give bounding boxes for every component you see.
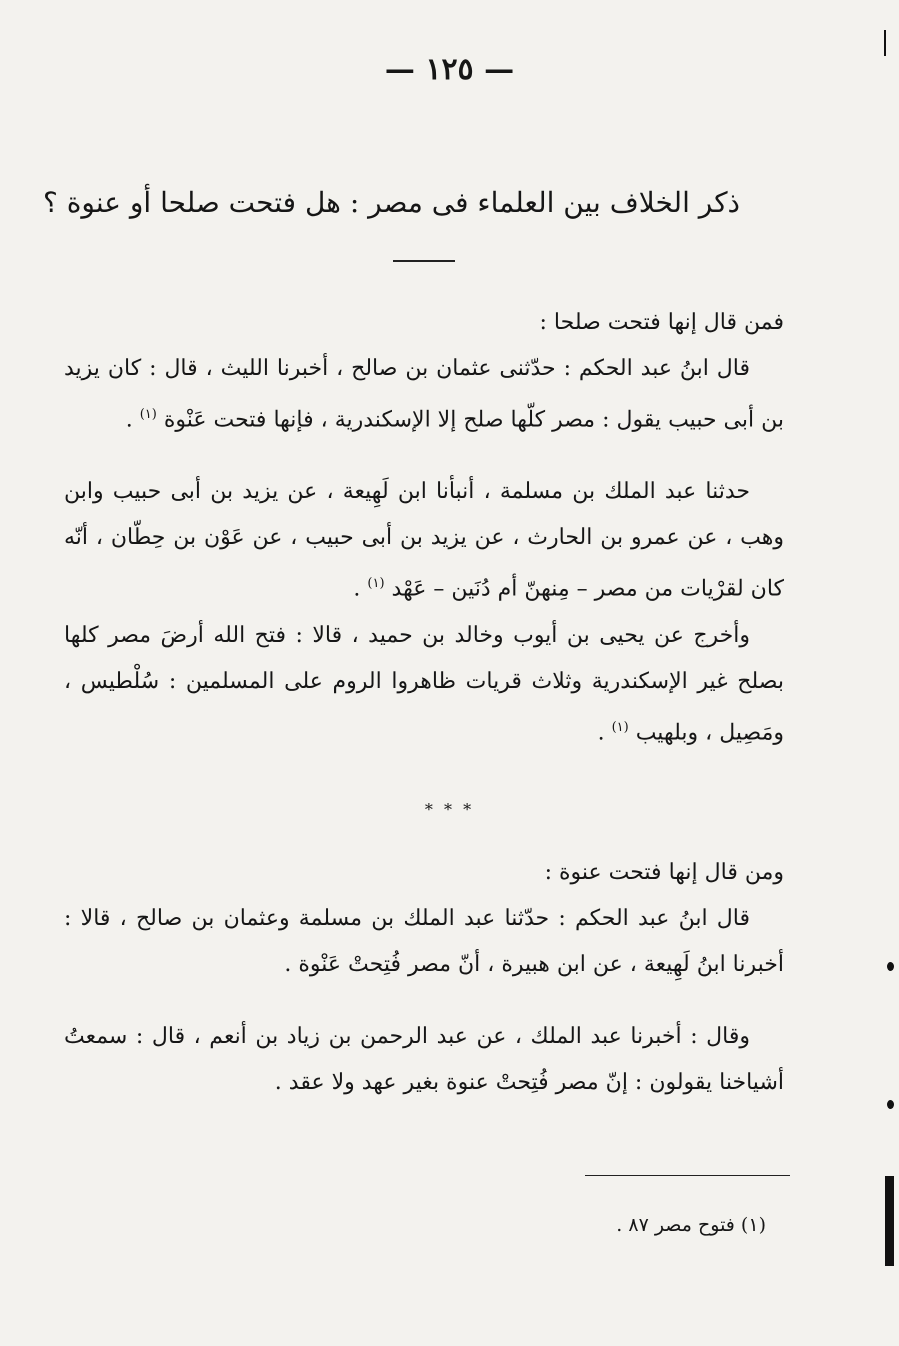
footnote-ref: (١) [611,719,629,735]
chapter-title: ذكر الخلاف بين العلماء فى مصر : هل فتحت صلحا أو عنوة ؟ [42,186,740,219]
scan-mark [885,1176,894,1266]
section-separator: * * * [424,800,475,819]
scan-mark [884,30,886,56]
paragraph: وقال : أخبرنا عبد الملك ، عن عبد الرحمن بن زياد بن أنعم ، قال : سمعتُ أشياخنا يقولون : إنّ مصر فُتِحتْ عنوة بغير عهد ولا عقد . [64,1024,784,1095]
footnote: (١) فتوح مصر ٨٧ . [616,1214,766,1236]
footnote-ref: (١) [139,407,157,422]
paragraph: وأخرج عن يحيى بن أيوب وخالد بن حميد ، قالا : فتح الله أرضَ مصر كلها بصلح غير الإسكندرية وثلاث قريات ظاهروا الروم على المسلمين : سُلْطيس ، ومَصِيل ، وبلهيب $^{(١)}$ . [64,622,784,745]
footnote-divider [585,1175,790,1176]
page-number: — ١٢٥ — [384,52,515,87]
paragraph: قال ابنُ عبد الحكم : حدّثنا عبد الملك بن مسلمة وعثمان بن صالح ، قالا : أخبرنا ابنُ لَهِيعة ، عن ابن هبيرة ، أنّ مصر فُتِحتْ عَنْوة . [64,906,784,977]
scan-mark [887,1100,894,1109]
section-anwa [64,850,784,1106]
paragraph: قال ابنُ عبد الحكم : حدّثنى عثمان بن صالح ، أخبرنا الليث ، قال : كان يزيد بن أبى حبيب يقول : مصر كلّها صلح إلا الإسكندرية ، فإنها فتحت عَنْوة $^{(١)}$ . [64,356,784,433]
paragraph: حدثنا عبد الملك بن مسلمة ، أنبأنا ابن لَهِيعة ، عن يزيد بن أبى حبيب وابن وهب ، عن عمرو بن الحارث ، عن يزيد بن أبى حبيب ، عن عَوْن بن حِطّان ، أنّه كان لقرْيات من مصر – مِنهنّ أم دُنَين – عَهْد $^{(١)}$ . [64,479,784,602]
section-sulh [64,300,784,756]
section-heading: ومن قال إنها فتحت عنوة : [544,860,784,885]
footnote-ref: (١) [367,576,385,592]
title-divider [393,260,455,262]
section-heading: فمن قال إنها فتحت صلحا : [539,310,784,335]
scan-mark [887,962,894,971]
